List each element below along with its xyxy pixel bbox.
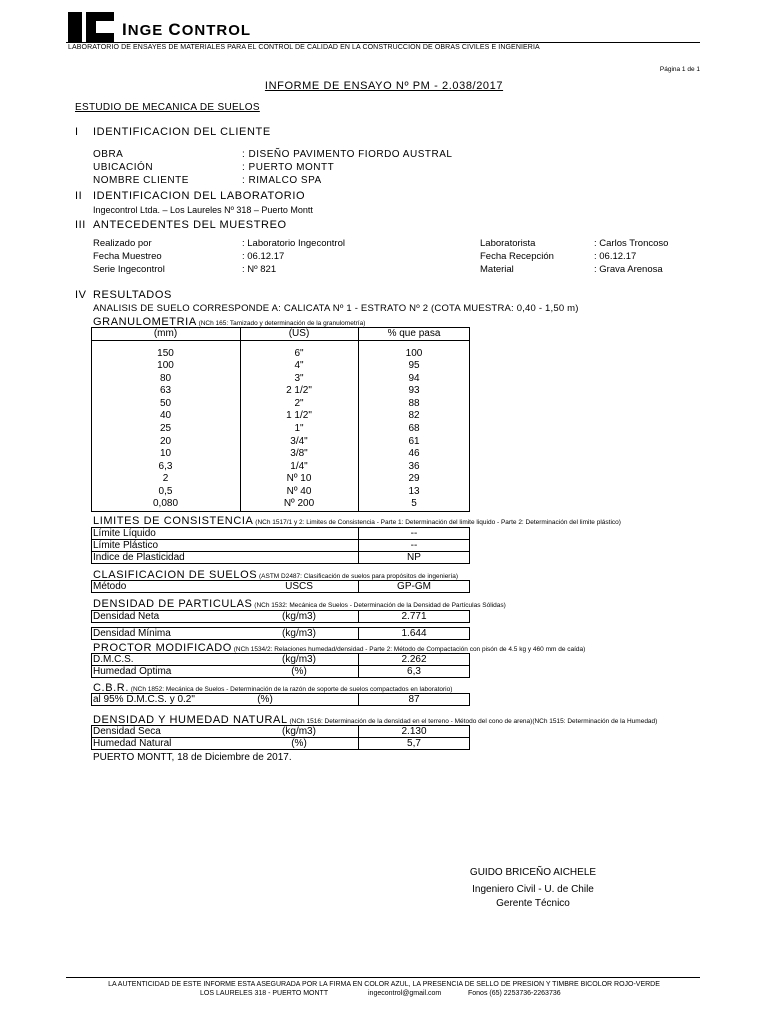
gran-pasa-cell: 46: [408, 448, 420, 459]
muestreo-fecha-value: : 06.12.17: [242, 251, 285, 262]
gran-us-cell: 3/8": [290, 448, 308, 459]
limite-plastico-label: Límite Plástico: [93, 540, 159, 551]
cbr-heading: C.B.R. (NCh 1852: Mecánica de Suelos - Determinación de la razón de soporte de suelos compactados en laboratorio): [93, 682, 453, 694]
gran-pasa-cell: 68: [408, 423, 420, 434]
section-3-number: III: [75, 219, 86, 231]
muestreo-material-value: : Grava Arenosa: [594, 264, 663, 275]
gran-mm-cell: 25: [159, 423, 172, 434]
gran-header-us: (US): [288, 328, 310, 339]
gran-mm-cell: 63: [159, 385, 172, 396]
gran-us-cell: Nº 200: [283, 498, 315, 509]
lab-info: Ingecontrol Ltda. – Los Laureles Nº 318 – Puerto Montt: [93, 205, 313, 215]
gran-mm-cell: 2: [162, 473, 169, 484]
densidad-minima-unit: (kg/m3): [282, 628, 316, 639]
gran-header-mm: (mm): [153, 328, 178, 339]
gran-pasa-cell: 88: [408, 398, 420, 409]
granulometria-heading: GRANULOMETRIA (NCh 165: Tamizado y determinación de la granulometría): [93, 316, 366, 328]
dmcs-value: 2.262: [401, 654, 427, 665]
humedad-optima-label: Humedad Optima: [93, 666, 172, 677]
humedad-natural-unit: (%): [291, 738, 307, 749]
section-3-title: ANTECEDENTES DEL MUESTREO: [93, 219, 287, 231]
gran-pasa-cell: 93: [408, 385, 420, 396]
section-1-number: I: [75, 126, 79, 138]
dmcs-unit: (kg/m3): [282, 654, 316, 665]
clasificacion-heading: CLASIFICACION DE SUELOS (ASTM D2487: Clasificación de suelos para propósitos de ingeniería): [93, 569, 459, 581]
gran-us-cell: 2": [294, 398, 304, 409]
gran-pasa-cell: 5: [411, 498, 417, 509]
muestreo-recepcion-value: : 06.12.17: [594, 251, 637, 262]
gran-mm-cell: 0,080: [152, 498, 179, 509]
signer-role: Gerente Técnico: [496, 898, 570, 909]
densidad-seca-unit: (kg/m3): [282, 726, 316, 737]
gran-pasa-cell: 61: [408, 436, 420, 447]
report-date: PUERTO MONTT, 18 de Diciembre de 2017.: [93, 752, 292, 763]
gran-us-cell: 6": [294, 348, 304, 359]
humedad-optima-unit: (%): [291, 666, 307, 677]
footer-phones: Fonos (65) 2253736-2263736: [468, 990, 561, 997]
densidad-minima-value: 1.644: [401, 628, 427, 639]
densidad-heading: DENSIDAD DE PARTICULAS (NCh 1532: Mecánica de Suelos - Determinación de la Densidad de Partículas Sólidas): [93, 598, 506, 610]
muestreo-laboratorista-label: Laboratorista: [480, 238, 536, 249]
gran-mm-cell: 0,5: [158, 486, 173, 497]
gran-pasa-cell: 29: [408, 473, 420, 484]
densidad-neta-label: Densidad Neta: [93, 611, 160, 622]
natural-heading: DENSIDAD Y HUMEDAD NATURAL (NCh 1516: Determinación de la densidad en el terreno - Método del cono de arena)(NCh 1515: Determinación de la Humedad): [93, 714, 658, 726]
densidad-seca-value: 2.130: [401, 726, 427, 737]
gran-pasa-cell: 100: [405, 348, 423, 359]
limite-liquido-label: Límite Líquido: [93, 528, 156, 539]
footer-authenticity: LA AUTENTICIDAD DE ESTE INFORME ESTA ASEGURADA POR LA FIRMA EN COLOR AZUL, LA PRESENCIA DE SELLO DE PRESION Y TIMBRE BICOLOR ROJO-VERDE: [108, 981, 660, 988]
dmcs-label: D.M.C.S.: [93, 654, 134, 665]
section-4-number: IV: [75, 289, 87, 301]
signer-name: GUIDO BRICEÑO AICHELE: [469, 867, 597, 878]
clasificacion-label: Método: [93, 581, 127, 592]
gran-pasa-cell: 36: [408, 461, 420, 472]
report-title: INFORME DE ENSAYO Nº PM - 2.038/2017: [264, 80, 504, 92]
muestreo-serie-label: Serie Ingecontrol: [93, 264, 165, 275]
clasificacion-value: GP-GM: [397, 581, 431, 592]
client-nombre-label: NOMBRE CLIENTE: [93, 175, 189, 186]
gran-pasa-cell: 94: [408, 373, 420, 384]
clasificacion-unit: USCS: [285, 581, 313, 592]
muestreo-laboratorista-value: : Carlos Troncoso: [594, 238, 669, 249]
humedad-natural-label: Humedad Natural: [93, 738, 172, 749]
footer-rule: [66, 977, 700, 978]
gran-us-cell: 1 1/2": [286, 410, 312, 421]
humedad-natural-value: 5,7: [407, 738, 421, 749]
section-4-title: RESULTADOS: [93, 289, 172, 301]
indice-plasticidad-value: NP: [407, 552, 421, 563]
gran-mm-cell: 40: [159, 410, 172, 421]
densidad-minima-label: Densidad Mínima: [93, 628, 171, 639]
limite-liquido-value: --: [410, 528, 418, 539]
gran-header-pasa: % que pasa: [387, 328, 441, 339]
gran-us-cell: Nº 40: [286, 486, 312, 497]
cbr-label: al 95% D.M.C.S. y 0.2": [93, 694, 195, 705]
page-number: Página 1 de 1: [659, 66, 700, 73]
gran-mm-cell: 10: [159, 448, 172, 459]
indice-plasticidad-label: Indice de Plasticidad: [93, 552, 185, 563]
cbr-unit: (%): [257, 694, 273, 705]
densidad-neta-unit: (kg/m3): [282, 611, 316, 622]
client-obra-value: : DISEÑO PAVIMENTO FIORDO AUSTRAL: [242, 149, 453, 160]
gran-mm-cell: 100: [157, 360, 174, 371]
ingecontrol-logo-icon: [68, 12, 114, 42]
densidad-seca-label: Densidad Seca: [93, 726, 161, 737]
section-2-title: IDENTIFICACION DEL LABORATORIO: [93, 190, 306, 202]
report-subtitle: ESTUDIO DE MECANICA DE SUELOS: [75, 102, 260, 113]
muestreo-material-label: Material: [480, 264, 514, 275]
proctor-heading: PROCTOR MODIFICADO (NCh 1534/2: Relaciones humedad/densidad - Parte 2: Método de Compactación con pisón de 4.5 kg y 460 mm de caída): [93, 642, 586, 654]
gran-pasa-cell: 13: [408, 486, 420, 497]
analisis-text: ANALISIS DE SUELO CORRESPONDE A: CALICATA Nº 1 - ESTRATO Nº 2 (COTA MUESTRA: 0,40 - 1,50 m): [93, 303, 579, 314]
gran-us-cell: 2 1/2": [286, 385, 312, 396]
footer-email: ingecontrol@gmail.com: [368, 990, 442, 997]
muestreo-realizado-value: : Laboratorio Ingecontrol: [242, 238, 345, 249]
muestreo-fecha-label: Fecha Muestreo: [93, 251, 162, 262]
muestreo-recepcion-label: Fecha Recepción: [480, 251, 554, 262]
cbr-value: 87: [408, 694, 420, 705]
gran-us-cell: 1/4": [290, 461, 308, 472]
client-nombre-value: : RIMALCO SPA: [242, 175, 322, 186]
tagline: LABORATORIO DE ENSAYES DE MATERIALES PARA EL CONTROL DE CALIDAD EN LA CONSTRUCCION DE OBRAS CIVILES E INGENIERIA: [68, 44, 540, 51]
client-obra-label: OBRA: [93, 149, 124, 160]
gran-mm-cell: 20: [159, 436, 172, 447]
gran-mm-cell: 80: [159, 373, 172, 384]
gran-mm-cell: 150: [157, 348, 174, 359]
section-1-title: IDENTIFICACION DEL CLIENTE: [93, 126, 271, 138]
brand-name: INGE CONTROL: [122, 20, 252, 39]
muestreo-serie-value: : Nº 821: [242, 264, 277, 275]
gran-mm-cell: 6,3: [158, 461, 173, 472]
gran-us-cell: 4": [294, 360, 304, 371]
client-ubicacion-value: : PUERTO MONTT: [242, 162, 335, 173]
gran-us-cell: 3": [294, 373, 304, 384]
gran-us-cell: 3/4": [290, 436, 308, 447]
gran-pasa-cell: 82: [408, 410, 420, 421]
limite-plastico-value: --: [410, 540, 418, 551]
humedad-optima-value: 6,3: [407, 666, 421, 677]
densidad-neta-value: 2.771: [401, 611, 427, 622]
signer-title: Ingeniero Civil - U. de Chile: [472, 884, 594, 895]
gran-us-cell: 1": [294, 423, 304, 434]
client-ubicacion-label: UBICACIÓN: [93, 162, 154, 173]
header-rule: [66, 42, 700, 43]
limites-heading: LIMITES DE CONSISTENCIA (NCh 1517/1 y 2: Limites de Consistencia - Parte 1: Determinación del limite liquido - Parte 2: Determinación del limite plástico): [93, 515, 621, 527]
section-2-number: II: [75, 190, 83, 202]
gran-mm-cell: 50: [159, 398, 172, 409]
footer-address: LOS LAURELES 318 - PUERTO MONTT: [200, 990, 329, 997]
gran-us-cell: Nº 10: [286, 473, 312, 484]
muestreo-realizado-label: Realizado por: [93, 238, 152, 249]
gran-pasa-cell: 95: [408, 360, 420, 371]
